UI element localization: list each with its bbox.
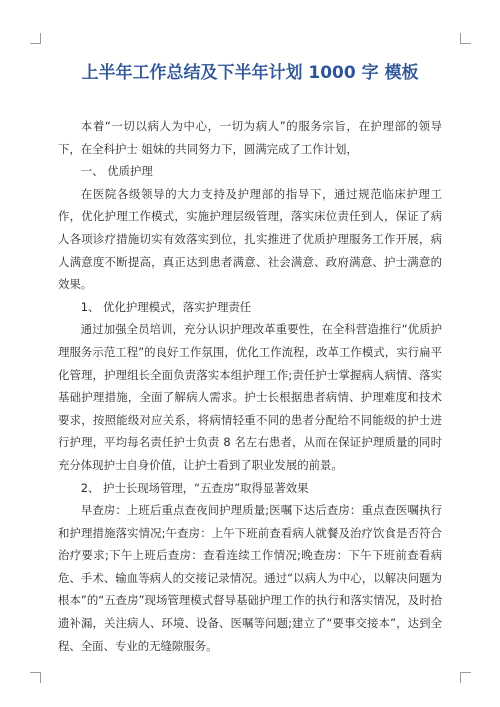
quality-nursing-paragraph: 在医院各级领导的大力支持及护理部的指导下，通过规范临床护理工作，优化护理工作模式，实施护理层级管理，落实床位责任到人，保证了病人各项诊疗措施切实有效落实到位，扎实推进了优质护理服务工作开展，病人满意度不断提高，真正达到患者满意、社会满意、政府满意、护士满意的效果。 xyxy=(58,186,442,292)
crop-mark-top-left xyxy=(30,33,41,44)
subsection-heading-nursing-model: 1、 优化护理模式，落实护理责任 xyxy=(80,299,252,314)
subsection-heading-ward-rounds: 2、 护士长现场管理，“五查房”取得显著效果 xyxy=(80,480,309,495)
crop-mark-bottom-left xyxy=(30,672,41,683)
document-title: 上半年工作总结及下半年计划 1000 字 模板 xyxy=(81,63,419,83)
crop-mark-top-right xyxy=(460,33,471,44)
section-heading-quality-nursing: 一、 优质护理 xyxy=(80,164,153,179)
crop-mark-bottom-right xyxy=(460,672,471,683)
intro-paragraph: 本着“一切以病人为中心，一切为病人”的服务宗旨，在护理部的领导下，在全科护士 姐妹的共同努力下，圆满完成了工作计划， xyxy=(58,119,442,156)
document-body xyxy=(58,115,442,657)
ward-rounds-paragraph: 早查房：上班后重点查夜间护理质量;医嘱下达后查房：重点查医嘱执行和护理措施落实情况;午查房：上午下班前查看病人就餐及治疗饮食是否符合治疗要求;下午上班后查房：查看连续工作情况;晚查房：下午下班前查看病危、手术、输血等病人的交接记录情况。通过“以病人为中心，以解决问题为根本”的“五查房”现场管理模式督导基础护理工作的执行和落实情况，及时拾遗补漏，关注病人、环境、设备、医嘱等问题;建立了“要事交接本”，达到全程、全面、专业的无缝隙服务。 xyxy=(58,503,442,653)
nursing-model-paragraph: 通过加强全员培训，充分认识护理改革重要性，在全科营造推行“优质护理服务示范工程”的良好工作氛围，优化工作流程，改革工作模式，实行扁平化管理，护理组长全面负责落实本组护理工作;责任护士掌握病人病情、落实基础护理措施，全面了解病人需求。护士长根据患者病情、护理难度和技术要求，按照能级对应关系，将病情轻重不同的患者分配给不同能级的护士进行护理，平均每名责任护士负责 8 名左右患者，从而在保证护理质量的同时充分体现护士自身价值，让护士看到了职业发展的前景。 xyxy=(58,322,442,472)
